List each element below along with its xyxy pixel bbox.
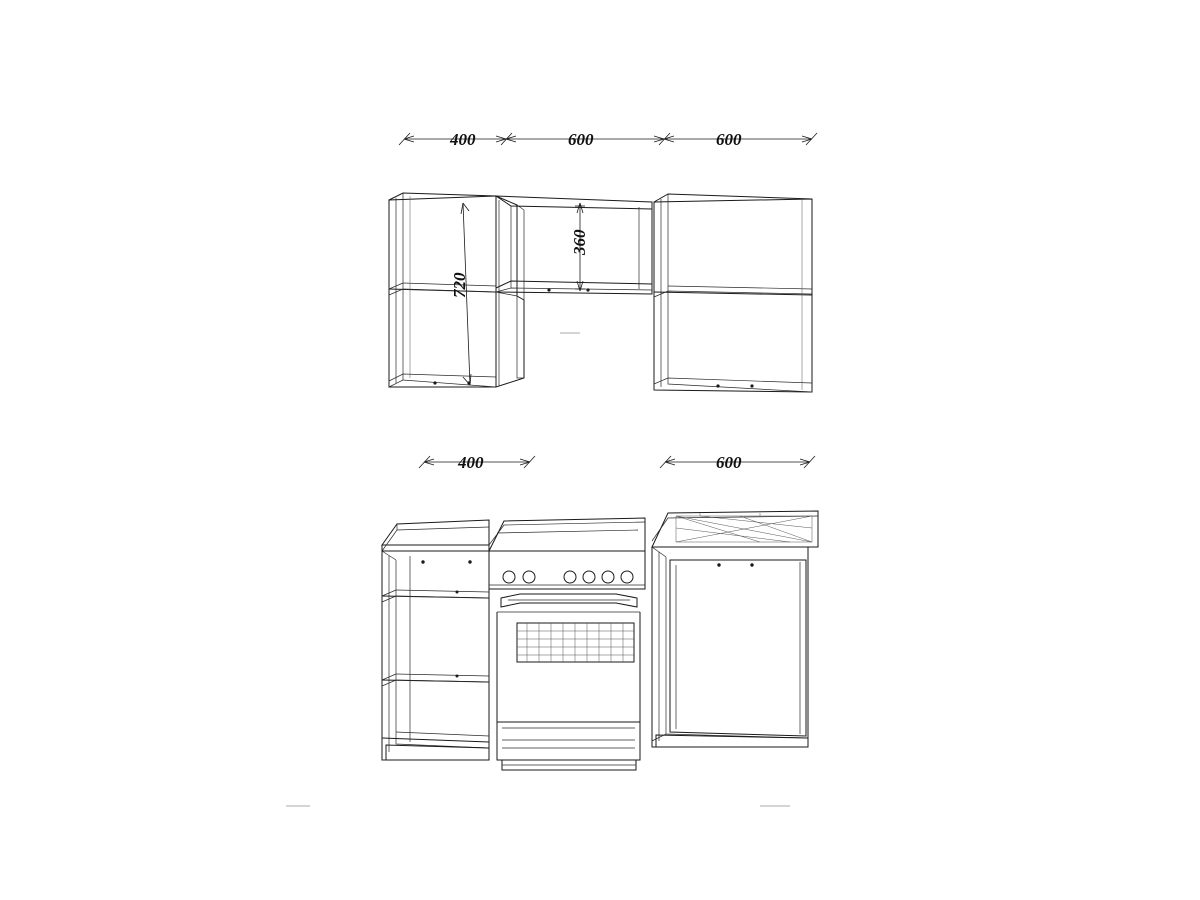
cooker-knob[interactable]: [621, 571, 633, 583]
cooker-knob[interactable]: [503, 571, 515, 583]
dimension-label-upper-600-b: 600: [716, 130, 742, 149]
dimension-label-upper-400: 400: [450, 130, 476, 149]
wall-cabinet-600-double: [654, 194, 812, 392]
cooker-knob[interactable]: [523, 571, 535, 583]
cooker-knob[interactable]: [583, 571, 595, 583]
dimension-label-height-360: 360: [570, 229, 589, 255]
freestanding-cooker-600: [489, 518, 645, 770]
cooker-knob[interactable]: [602, 571, 614, 583]
wall-cabinet-600-shelf: [496, 196, 652, 333]
cooker-knob[interactable]: [564, 571, 576, 583]
dimension-label-lower-400: 400: [458, 453, 484, 472]
base-cabinet-400-open: [382, 520, 489, 760]
base-cabinet-600-sink: [286, 511, 818, 806]
dimension-label-upper-600-a: 600: [568, 130, 594, 149]
dimension-label-lower-600: 600: [716, 453, 742, 472]
dimension-label-height-720: 720: [450, 272, 469, 298]
